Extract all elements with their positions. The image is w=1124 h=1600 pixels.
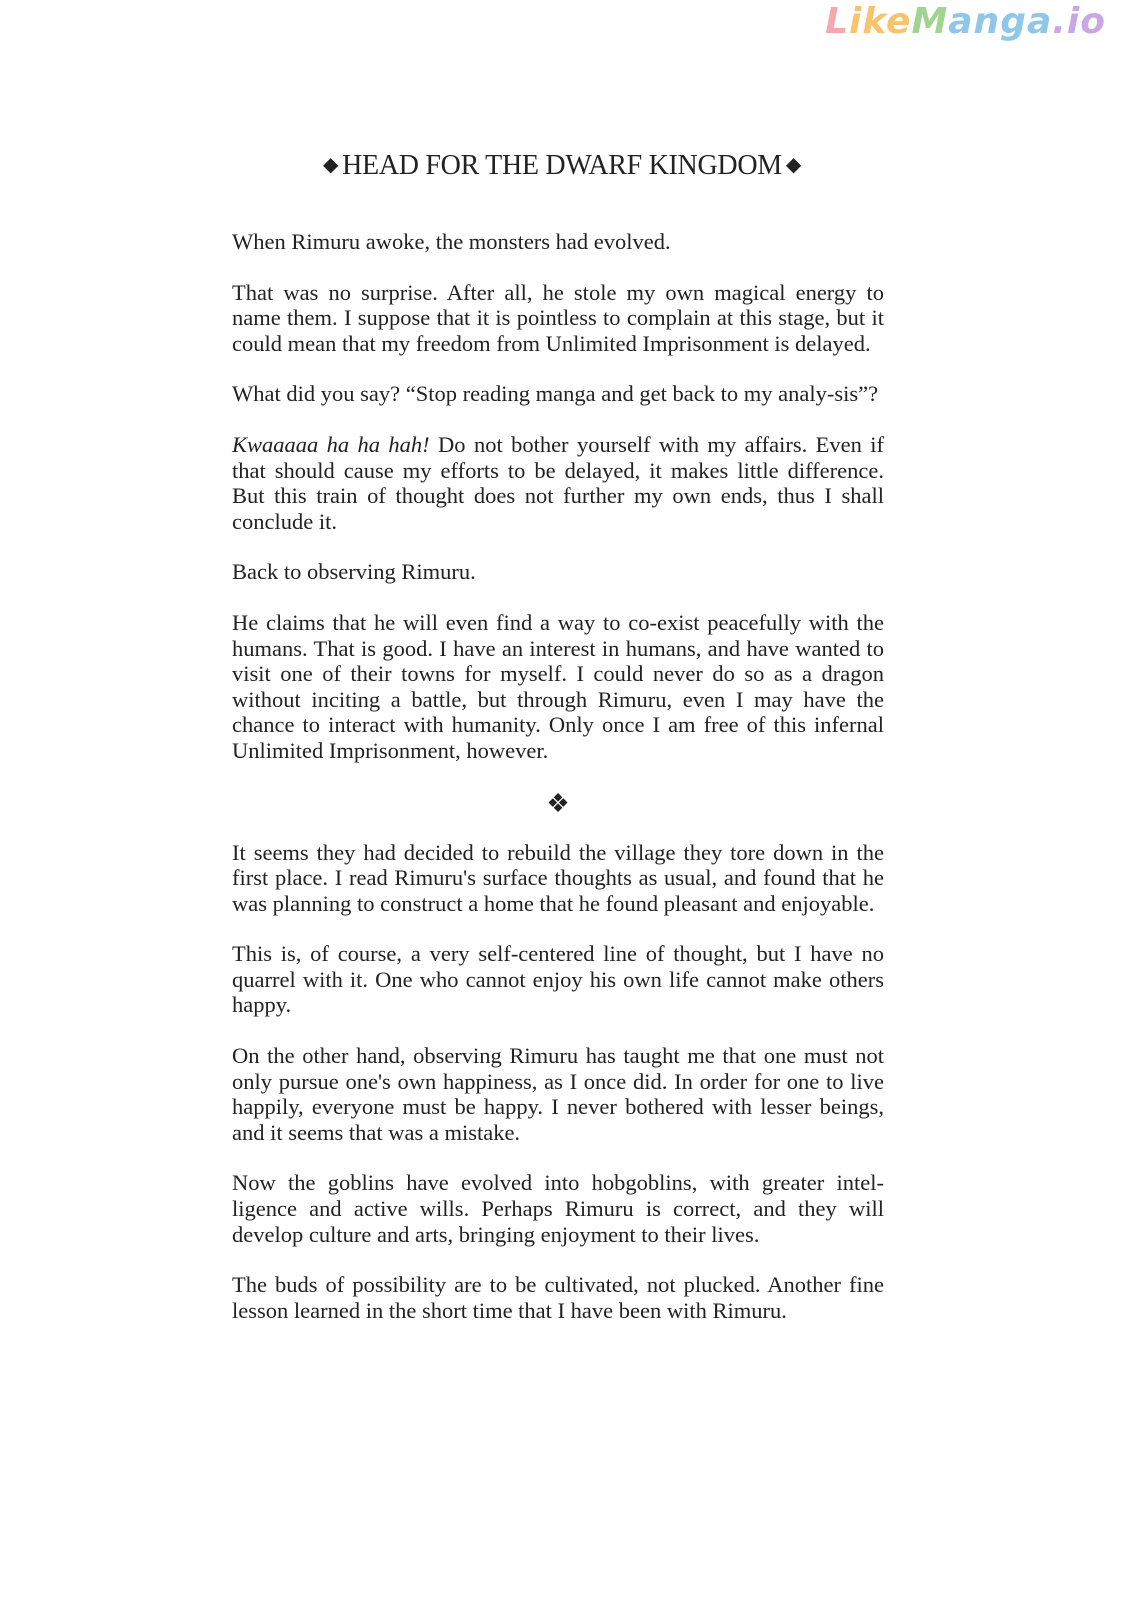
site-watermark-logo — [825, 2, 1106, 42]
diamond-ornament-icon: ◆ — [323, 154, 339, 176]
chapter-title-text: HEAD FOR THE DWARF KINGDOM — [342, 150, 782, 181]
chapter-title — [0, 146, 1124, 188]
diamond-ornament-icon: ◆ — [785, 154, 801, 176]
paragraph: What did you say? “Stop reading manga and get back to my analy-sis”? — [232, 381, 879, 407]
paragraph: The buds of possibility are to be cultivated, not plucked. Another fine lesson learned in the short time that I have been with Rimuru. — [232, 1272, 884, 1323]
body-text — [232, 229, 884, 1348]
paragraph: On the other hand, observing Rimuru has taught me that one must not only pursue one's own happiness, as I once did. In order for one to live happily, everyone must be happy. I never bothered with lesser beings, and it seems that was a mistake. — [232, 1043, 884, 1145]
paragraph: Now the goblins have evolved into hobgoblins, with greater intel-ligence and active wills. Perhaps Rimuru is correct, and they will develop culture and arts, bringing enjoyment to their lives. — [232, 1170, 884, 1247]
paragraph: Back to observing Rimuru. — [232, 559, 476, 585]
paragraph: When Rimuru awoke, the monsters had evolved. — [232, 229, 671, 254]
paragraph: It seems they had decided to rebuild the village they tore down in the first place. I read Rimuru's surface thoughts as usual, and found that he was planning to construct a home that he found pleasant and enjoyable. — [232, 839, 884, 916]
paragraph: Kwaaaaa ha ha hah! Do not bother yourself with my affairs. Even if that should cause my efforts to be delayed, it makes little difference. But this train of thought does not further my own ends, thus I shall conclude it. — [232, 431, 884, 534]
watermark-part: .io — [1052, 1, 1106, 42]
watermark-part: M — [911, 1, 949, 42]
paragraph: He claims that he will even find a way to co-exist peacefully with the humans. That is good. I have an interest in humans, and have wanted to visit one of their towns for myself. I could never do so as a dragon without inciting a battle, but through Rimuru, even I may have the chance to interact with humanity. Only once I am free of this infernal Unlimited Imprisonment, however. — [232, 609, 884, 763]
paragraph: That was no surprise. After all, he stole my own magical energy to name them. I suppose that it is pointless to complain at this stage, but it could mean that my freedom from Unlimited Imprisonment is delayed. — [232, 279, 884, 356]
scene-break-ornament-icon: ❖ — [546, 788, 570, 818]
watermark-part: L — [825, 1, 850, 42]
paragraph: This is, of course, a very self-centered line of thought, but I have no quarrel with it. One who cannot enjoy his own life cannot make others happy. — [232, 941, 884, 1018]
watermark-part: anga — [948, 1, 1053, 42]
watermark-part: ike — [849, 1, 912, 42]
italic-exclamation: Kwaaaaa ha ha hah! — [232, 431, 430, 457]
